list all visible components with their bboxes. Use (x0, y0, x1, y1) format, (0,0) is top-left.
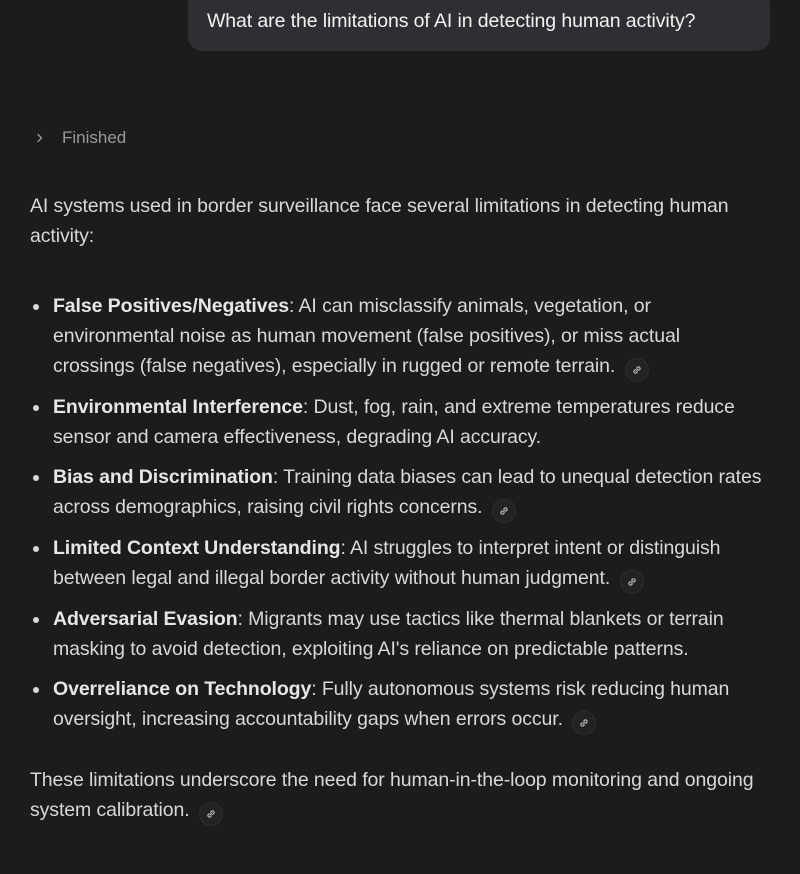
link-icon (498, 505, 510, 517)
bullet-icon (33, 475, 39, 481)
assistant-answer (30, 191, 775, 826)
bullet-icon (33, 687, 39, 693)
citation-link-button[interactable] (625, 358, 649, 382)
item-text: : AI can misclassify animals, vegetation, or environmental noise as human movement (false positives), or miss actual crossings (false negatives), especially in rugged or remote terrain. (53, 295, 680, 377)
answer-intro: AI systems used in border surveillance face several limitations in detecting human activity: (30, 195, 729, 247)
list-item (30, 604, 775, 664)
link-icon (578, 717, 590, 729)
item-title: Adversarial Evasion (53, 608, 238, 630)
bullet-icon (33, 546, 39, 552)
link-icon (631, 364, 643, 376)
citation-link-button[interactable] (492, 499, 516, 523)
conclusion-text: These limitations underscore the need for human-in-the-loop monitoring and ongoing system calibration. (30, 769, 754, 821)
item-title: Environmental Interference (53, 396, 303, 418)
answer-conclusion (30, 765, 775, 826)
item-title: Bias and Discrimination (53, 466, 273, 488)
item-text: : Dust, fog, rain, and extreme temperatures reduce sensor and camera effectiveness, degrading AI accuracy. (53, 396, 735, 448)
item-title: Overreliance on Technology (53, 678, 312, 700)
user-message-bubble (188, 0, 770, 51)
list-item (30, 392, 775, 452)
list-item (30, 462, 775, 523)
item-title: False Positives/Negatives (53, 295, 289, 317)
bullet-icon (33, 304, 39, 310)
limitations-list (30, 291, 775, 735)
citation-link-button[interactable] (620, 570, 644, 594)
list-item (30, 674, 775, 735)
list-item (30, 533, 775, 594)
reasoning-status-toggle[interactable] (30, 128, 126, 148)
status-label: Finished (62, 128, 127, 147)
bullet-icon (33, 617, 39, 623)
chevron-right-icon (30, 128, 50, 148)
citation-link-button[interactable] (572, 711, 596, 735)
bullet-icon (33, 405, 39, 411)
list-item (30, 291, 775, 382)
item-text: : Fully autonomous systems risk reducing human oversight, increasing accountability gaps when errors occur. (53, 678, 730, 730)
user-message-text: What are the limitations of AI in detecting human activity? (207, 10, 696, 32)
item-text: : AI struggles to interpret intent or distinguish between legal and illegal border activity without human judgment. (53, 537, 721, 589)
item-text: : Migrants may use tactics like thermal blankets or terrain masking to avoid detection, exploiting AI's reliance on predictable patterns. (53, 608, 724, 660)
link-icon (626, 576, 638, 588)
item-text: : Training data biases can lead to unequal detection rates across demographics, raising civil rights concerns. (53, 466, 762, 518)
citation-link-button[interactable] (199, 802, 223, 826)
link-icon (205, 808, 217, 820)
item-title: Limited Context Understanding (53, 537, 341, 559)
